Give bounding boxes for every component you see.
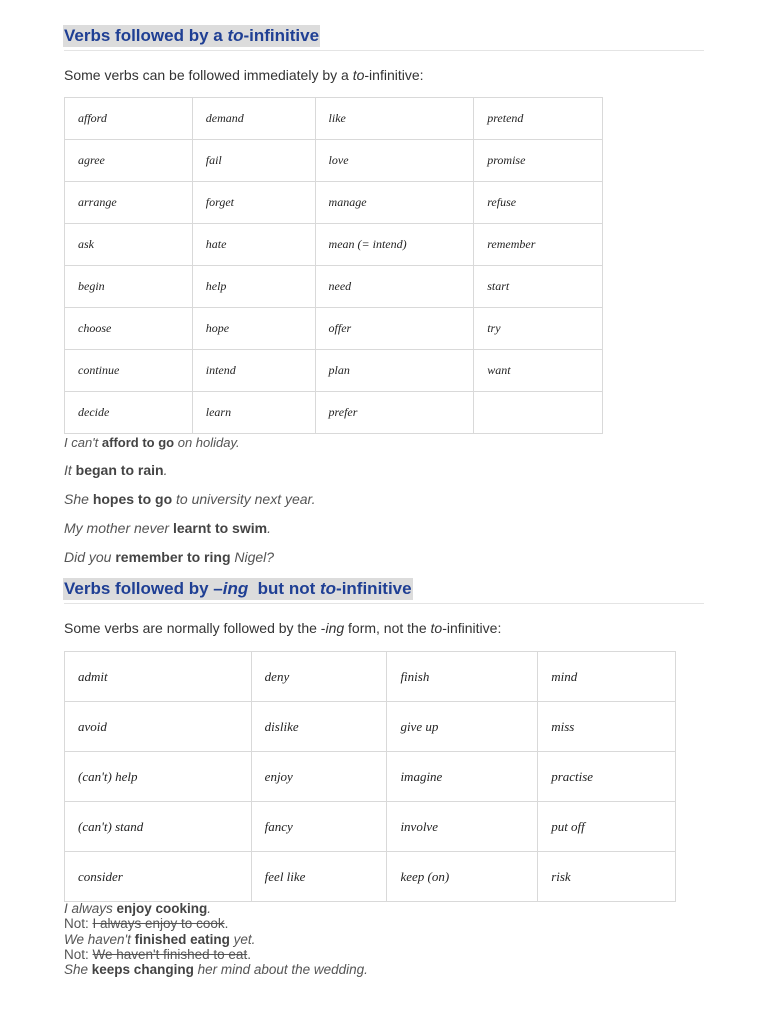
table-cell: love (315, 140, 474, 182)
table-cell: need (315, 266, 474, 308)
table-cell: forget (192, 182, 315, 224)
divider (64, 603, 704, 604)
table-cell: intend (192, 350, 315, 392)
table-row (65, 752, 676, 802)
table-cell: avoid (65, 702, 252, 752)
table-row (65, 182, 603, 224)
table-cell: promise (474, 140, 603, 182)
table-cell: hate (192, 224, 315, 266)
heading-text: Verbs followed by a (64, 26, 228, 45)
table-row (65, 308, 603, 350)
heading-text: -infinitive (243, 26, 320, 45)
section2-intro: Some verbs are normally followed by the -ing form, not the to-infinitive: (64, 620, 502, 636)
divider (64, 50, 704, 51)
table-cell: arrange (65, 182, 193, 224)
table-cell: mind (538, 652, 676, 702)
table-cell: fancy (251, 802, 387, 852)
table-cell: remember (474, 224, 603, 266)
table-cell: risk (538, 852, 676, 902)
table-cell: learn (192, 392, 315, 434)
table-row (65, 802, 676, 852)
section2-heading: Verbs followed by –ing but not to-infinitive (64, 579, 412, 598)
table-row (65, 224, 603, 266)
example-sentence: She keeps changing her mind about the wedding. (64, 962, 368, 977)
table-cell: fail (192, 140, 315, 182)
table-row (65, 98, 603, 140)
table-cell: dislike (251, 702, 387, 752)
table-cell: plan (315, 350, 474, 392)
table-row (65, 266, 603, 308)
table-cell: admit (65, 652, 252, 702)
example-sentence: I can't afford to go on holiday. (64, 435, 240, 450)
table-cell: manage (315, 182, 474, 224)
example-sentence: Did you remember to ring Nigel? (64, 549, 275, 565)
table-cell: help (192, 266, 315, 308)
table-cell: involve (387, 802, 538, 852)
table-row (65, 852, 676, 902)
table-cell: afford (65, 98, 193, 140)
table-cell: hope (192, 308, 315, 350)
table-cell: demand (192, 98, 315, 140)
example-sentence: I always enjoy cooking. (64, 901, 212, 916)
table-cell: finish (387, 652, 538, 702)
table-cell: give up (387, 702, 538, 752)
example-sentence: We haven't finished eating yet. (64, 932, 256, 947)
table-row (65, 392, 603, 434)
table-cell (474, 392, 603, 434)
table-cell: keep (on) (387, 852, 538, 902)
table-cell: try (474, 308, 603, 350)
table-cell: put off (538, 802, 676, 852)
table-cell: offer (315, 308, 474, 350)
table-cell: like (315, 98, 474, 140)
table-cell: imagine (387, 752, 538, 802)
table-cell: begin (65, 266, 193, 308)
table-cell: decide (65, 392, 193, 434)
table-cell: (can't) stand (65, 802, 252, 852)
heading-emphasis: to (227, 26, 244, 45)
table-cell: mean (= intend) (315, 224, 474, 266)
example-sentence: My mother never learnt to swim. (64, 520, 271, 536)
table-cell: continue (65, 350, 193, 392)
table-cell: feel like (251, 852, 387, 902)
section1-heading (63, 25, 320, 47)
table-cell: refuse (474, 182, 603, 224)
table-cell: miss (538, 702, 676, 752)
table-cell: prefer (315, 392, 474, 434)
example-sentence: She hopes to go to university next year. (64, 491, 316, 507)
table-row (65, 652, 676, 702)
table-cell: (can't) help (65, 752, 252, 802)
to-infinitive-verbs-table (64, 97, 603, 434)
table-cell: ask (65, 224, 193, 266)
incorrect-example: Not: We haven't finished to eat. (64, 947, 251, 962)
table-cell: enjoy (251, 752, 387, 802)
table-cell: practise (538, 752, 676, 802)
ing-verbs-table (64, 651, 676, 902)
table-cell: deny (251, 652, 387, 702)
table-cell: pretend (474, 98, 603, 140)
table-cell: choose (65, 308, 193, 350)
incorrect-example: Not: I always enjoy to cook. (64, 916, 229, 931)
table-cell: start (474, 266, 603, 308)
table-cell: consider (65, 852, 252, 902)
section1-intro: Some verbs can be followed immediately by a to-infinitive: (64, 67, 424, 83)
table-row (65, 702, 676, 752)
table-cell: want (474, 350, 603, 392)
table-row (65, 350, 603, 392)
example-sentence: It began to rain. (64, 462, 168, 478)
table-row (65, 140, 603, 182)
table-cell: agree (65, 140, 193, 182)
